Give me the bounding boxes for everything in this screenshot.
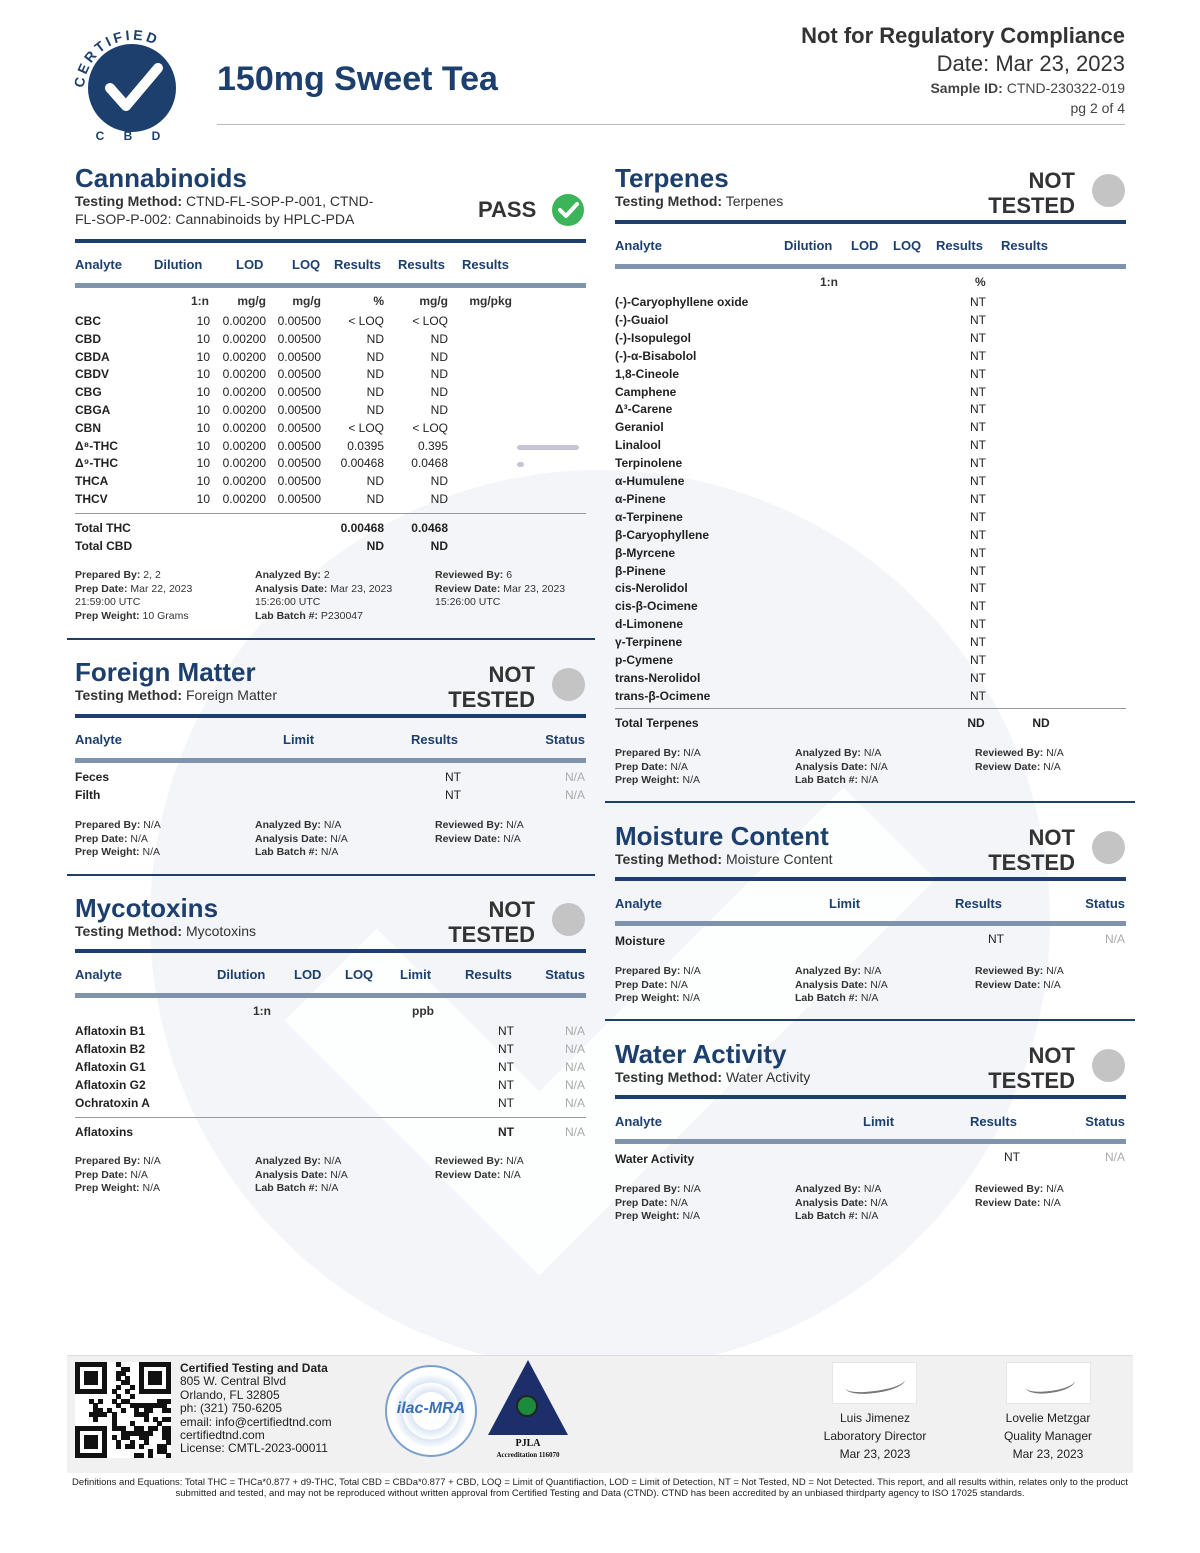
result-pct: NT — [970, 563, 986, 578]
result-mgg: < LOQ — [412, 420, 448, 435]
column-header: Results — [936, 238, 983, 253]
cannabinoids-section — [75, 164, 373, 228]
testing-method: Testing Method: Mycotoxins — [75, 923, 256, 939]
lod: 0.00200 — [222, 492, 266, 506]
result-mgg: ND — [430, 403, 448, 417]
analyte-name: (-)-Guaiol — [615, 312, 669, 327]
column-header: Analyte — [75, 732, 122, 747]
unit-label: mg/g — [292, 294, 321, 308]
loq: 0.00500 — [277, 420, 321, 435]
status: N/A — [564, 788, 585, 802]
analyte-name: cis-β-Ocimene — [615, 599, 698, 614]
result-pct: NT — [970, 438, 986, 453]
total-result: NT — [498, 1125, 514, 1139]
lab-info: Certified Testing and Data 805 W. Central Blvd Orlando, FL 32805 ph: (321) 750-6205 email: info@certifiedtnd.com certifiedtnd.com License: CMTL-2023-00011 — [180, 1361, 332, 1456]
total-name: Aflatoxins — [75, 1125, 134, 1139]
result-pct: NT — [970, 509, 986, 524]
dilution: 10 — [196, 456, 210, 471]
result-bar — [517, 445, 579, 450]
loq: 0.00500 — [277, 331, 321, 346]
analyte-name: Aflatoxin G1 — [75, 1060, 146, 1074]
analyte-name: 1,8-Cineole — [615, 366, 680, 381]
not-tested-status: NOT TESTED — [988, 168, 1075, 218]
qr-code[interactable] — [75, 1362, 171, 1458]
header-bar — [615, 1139, 1126, 1144]
result-pct: ND — [366, 474, 384, 489]
signature-luis-jimenez — [832, 1362, 917, 1404]
meta-block: Reviewed By: N/A Review Date: N/A — [975, 747, 1064, 773]
column-header: Results — [462, 257, 509, 272]
testing-method: Testing Method: Foreign Matter — [75, 687, 277, 703]
status-dot — [1092, 174, 1125, 207]
meta-block: Analyzed By: N/A Analysis Date: N/A Lab Batch #: N/A — [255, 1155, 348, 1194]
dilution: 10 — [196, 385, 210, 400]
analyte-name: α-Pinene — [615, 491, 666, 506]
ilac-mra-text: ilac-MRA — [396, 1400, 466, 1417]
loq: 0.00500 — [277, 474, 321, 489]
dilution: 10 — [196, 420, 210, 435]
status-dot — [552, 668, 585, 701]
totals-rule — [75, 513, 586, 514]
meta-block: Prepared By: N/A Prep Date: N/A Prep Weight: N/A — [75, 1155, 161, 1194]
signature-lovelie-metzgar — [1006, 1362, 1091, 1404]
signer-1: Luis Jimenez Laboratory Director Mar 23, 2023 — [823, 1411, 927, 1461]
testing-method: Testing Method: Terpenes — [615, 193, 784, 209]
header-bar — [615, 921, 1126, 926]
analyte-name: Geraniol — [615, 420, 664, 435]
result-pct: 0.0395 — [347, 438, 384, 453]
loq: 0.00500 — [277, 349, 321, 364]
testing-method: Testing Method: Moisture Content — [615, 851, 833, 867]
analyte-name: CBGA — [75, 403, 111, 417]
dilution: 10 — [196, 403, 210, 417]
column-header: Analyte — [75, 967, 122, 982]
result-pct: NT — [970, 295, 986, 309]
analyte-name: Water Activity — [615, 1152, 695, 1166]
analyte-name: Filth — [75, 788, 101, 802]
section-separator — [605, 801, 1135, 803]
dilution: 10 — [196, 331, 210, 346]
result-pct: NT — [970, 527, 986, 542]
status: N/A — [564, 1042, 585, 1056]
loq: 0.00500 — [277, 403, 321, 417]
lod: 0.00200 — [222, 314, 266, 328]
result-pct: < LOQ — [348, 420, 384, 435]
analyte-name: (-)-Isopulegol — [615, 330, 691, 345]
column-header: Results — [411, 732, 458, 747]
loq: 0.00500 — [277, 438, 321, 453]
dilution: 10 — [196, 474, 210, 489]
water-activity-section — [615, 1040, 810, 1086]
total-pct: ND — [366, 539, 384, 553]
meta-block: Reviewed By: N/A Review Date: N/A — [435, 1155, 524, 1181]
analyte-name: CBDV — [75, 367, 110, 382]
disclaimer: Definitions and Equations: Total THC = THCa*0.877 + d9-THC, Total CBD = CBDa*0.877 + CBD, LOQ = Limit of Quantifiaction, LOD = Limit of Detection, NT = Not Tested, ND = Not Detected. This report, and all results within, relates only to the product submitted and tested, and may not be reproduced without written approval from Certified Testing and Data (CTND). CTND has been accredited by an unbiased thirdparty agency to ISO 17025 standards. — [72, 1477, 1128, 1499]
total-pct: ND — [967, 716, 985, 730]
analyte-name: Δ⁸-THC — [75, 438, 118, 453]
column-header: Analyte — [615, 896, 662, 911]
result: NT — [498, 1024, 514, 1038]
totals-rule — [75, 1117, 586, 1118]
lod: 0.00200 — [222, 331, 266, 346]
section-title: Foreign Matter — [75, 657, 256, 687]
column-header: Analyte — [615, 238, 662, 253]
analyte-name: Camphene — [615, 384, 677, 399]
result-pct: NT — [970, 688, 986, 703]
unit-label: 1:n — [820, 275, 838, 289]
result-pct: NT — [970, 474, 986, 488]
status: N/A — [564, 1096, 585, 1110]
total-mgg: 0.0468 — [411, 521, 448, 535]
result-pct: NT — [970, 617, 986, 632]
section-title: Moisture Content — [615, 821, 829, 851]
svg-text:C B D: C B D — [95, 129, 169, 143]
analyte-name: α-Humulene — [615, 474, 685, 488]
loq: 0.00500 — [277, 456, 321, 471]
result-pct: NT — [970, 312, 986, 327]
column-header: Results — [955, 896, 1002, 911]
analyte-name: cis-Nerolidol — [615, 581, 688, 596]
analyte-name: Aflatoxin B2 — [75, 1042, 146, 1056]
sample-id: Sample ID: CTND-230322-019 — [930, 80, 1125, 96]
analyte-name: CBD — [75, 331, 101, 346]
meta-block: Analyzed By: N/A Analysis Date: N/A Lab Batch #: N/A — [795, 965, 888, 1004]
result-mgg: ND — [430, 385, 448, 400]
result-pct: < LOQ — [348, 314, 384, 328]
lod: 0.00200 — [222, 403, 266, 417]
column-header: Results — [970, 1114, 1017, 1129]
status: N/A — [564, 1078, 585, 1092]
result-pct: NT — [970, 384, 986, 399]
lod: 0.00200 — [222, 438, 266, 453]
analyte-name: p-Cymene — [615, 653, 674, 667]
analyte-name: CBDA — [75, 349, 110, 364]
result-pct: ND — [366, 385, 384, 400]
status-dot — [1092, 1049, 1125, 1082]
section-title: Mycotoxins — [75, 893, 219, 923]
analyte-name: trans-Nerolidol — [615, 670, 701, 685]
unit-label: % — [975, 275, 986, 289]
result-pct: NT — [970, 599, 986, 614]
result-pct: NT — [970, 456, 986, 471]
analyte-name: Ochratoxin A — [75, 1096, 150, 1110]
column-header: LOQ — [345, 967, 374, 982]
column-header: Results — [1001, 238, 1048, 253]
analyte-name: Linalool — [615, 438, 661, 453]
unit-label: 1:n — [191, 294, 209, 308]
meta-block: Prepared By: N/A Prep Date: N/A Prep Weight: N/A — [75, 819, 161, 858]
result: NT — [498, 1042, 514, 1056]
analyte-name: d-Limonene — [615, 617, 683, 632]
analyte-name: Terpinolene — [615, 456, 683, 471]
status: N/A — [564, 1060, 585, 1074]
result-pct: NT — [970, 366, 986, 381]
column-header: Limit — [863, 1114, 895, 1129]
section-bar — [75, 239, 586, 243]
certified-cbd-logo — [70, 18, 195, 143]
section-bar — [615, 220, 1126, 224]
result-mgg: 0.0468 — [411, 456, 448, 471]
analyte-name: β-Caryophyllene — [615, 527, 710, 542]
column-header: Results — [334, 257, 381, 272]
meta-block: Analyzed By: N/A Analysis Date: N/A Lab Batch #: N/A — [255, 819, 348, 858]
unit-label: 1:n — [253, 1004, 271, 1018]
result-pct: ND — [366, 492, 384, 506]
column-header: LOD — [294, 967, 322, 982]
unit-label: ppb — [412, 1004, 434, 1018]
meta-block: Reviewed By: N/A Review Date: N/A — [975, 965, 1064, 991]
result-pct: NT — [970, 330, 986, 345]
total-name: Total CBD — [75, 539, 133, 553]
meta-block: Prepared By: N/A Prep Date: N/A Prep Weight: N/A — [615, 747, 701, 786]
header-info — [801, 22, 1125, 118]
result-mgg: ND — [430, 474, 448, 489]
result-pct: ND — [366, 403, 384, 417]
meta-block: Prepared By: N/A Prep Date: N/A Prep Weight: N/A — [615, 965, 701, 1004]
meta-block: Prepared By: N/A Prep Date: N/A Prep Weight: N/A — [615, 1183, 701, 1222]
analyte-name: Aflatoxin G2 — [75, 1078, 146, 1092]
result: NT — [445, 770, 461, 784]
result-mgg: 0.395 — [417, 438, 448, 453]
header-divider — [217, 124, 1125, 125]
result-pct: NT — [970, 545, 986, 560]
analyte-name: (-)-α-Bisabolol — [615, 348, 697, 363]
unit-label: % — [373, 294, 384, 308]
column-header: Limit — [400, 967, 432, 982]
result: NT — [445, 788, 461, 802]
loq: 0.00500 — [277, 385, 321, 400]
section-title: Cannabinoids — [75, 163, 247, 193]
section-bar — [615, 877, 1126, 881]
meta-block: Analyzed By: N/A Analysis Date: N/A Lab Batch #: N/A — [795, 747, 888, 786]
analyte-name: Δ⁹-THC — [75, 456, 118, 471]
result-pct: NT — [970, 581, 986, 596]
column-header: LOD — [851, 238, 879, 253]
unit-label: mg/g — [419, 294, 448, 308]
section-separator — [605, 1019, 1135, 1021]
total-status: N/A — [564, 1125, 585, 1139]
meta-block: Prepared By: 2, 2 Prep Date: Mar 22, 2023 21:59:00 UTC Prep Weight: 10 Grams — [75, 569, 193, 622]
check-circle-icon — [551, 193, 585, 227]
analyte-name: THCA — [75, 474, 109, 489]
result-pct: ND — [366, 349, 384, 364]
column-header: Analyte — [75, 257, 122, 272]
dilution: 10 — [196, 367, 210, 382]
column-header: Dilution — [217, 967, 266, 982]
total-mgg: ND — [430, 539, 448, 553]
analyte-name: THCV — [75, 492, 108, 506]
meta-block: Reviewed By: N/A Review Date: N/A — [975, 1183, 1064, 1209]
analyte-name: (-)-Caryophyllene oxide — [615, 295, 749, 309]
lod: 0.00200 — [222, 474, 266, 489]
result-mgg: ND — [430, 331, 448, 346]
result-pct: ND — [366, 367, 384, 382]
column-header: LOQ — [292, 257, 321, 272]
lod: 0.00200 — [222, 385, 266, 400]
pjla-logo: PJLA Accreditation 116070 — [478, 1360, 578, 1465]
result-pct: NT — [970, 348, 986, 363]
result-mgg: ND — [430, 367, 448, 382]
result-mgg: < LOQ — [412, 314, 448, 328]
svg-text:CERTIFIED: CERTIFIED — [70, 26, 163, 89]
column-header: Analyte — [615, 1114, 662, 1129]
loq: 0.00500 — [277, 492, 321, 506]
moisture-section — [615, 822, 833, 868]
section-bar — [615, 1095, 1126, 1099]
report-date: Date: Mar 23, 2023 — [936, 51, 1125, 76]
section-title: Water Activity — [615, 1039, 787, 1069]
meta-block: Analyzed By: 2 Analysis Date: Mar 23, 2023 15:26:00 UTC Lab Batch #: P230047 — [255, 569, 393, 622]
column-header: Dilution — [784, 238, 833, 253]
dilution: 10 — [196, 438, 210, 453]
status-dot — [1092, 831, 1125, 864]
column-header: Limit — [283, 732, 315, 747]
testing-method: Testing Method: CTND-FL-SOP-P-001, CTND- FL-SOP-P-002: Cannabinoids by HPLC-PDA — [75, 193, 374, 227]
meta-block: Reviewed By: N/A Review Date: N/A — [435, 819, 524, 845]
page-number: pg 2 of 4 — [1070, 100, 1125, 116]
result: NT — [498, 1060, 514, 1074]
analyte-name: CBN — [75, 420, 101, 435]
result-pct: NT — [970, 670, 986, 685]
analyte-name: γ-Terpinene — [615, 635, 683, 650]
analyte-name: Δ³-Carene — [615, 402, 673, 417]
lod: 0.00200 — [222, 420, 266, 435]
unit-label: mg/pkg — [469, 294, 512, 308]
loq: 0.00500 — [277, 314, 321, 328]
analyte-name: trans-β-Ocimene — [615, 688, 711, 703]
result-pct: NT — [970, 402, 986, 417]
section-title: Terpenes — [615, 163, 729, 193]
dilution: 10 — [196, 349, 210, 364]
status: N/A — [564, 770, 585, 784]
section-bar — [75, 949, 586, 953]
terpenes-section — [615, 164, 783, 210]
result-pct: NT — [970, 491, 986, 506]
column-header: Dilution — [154, 257, 203, 272]
result-pct: ND — [366, 331, 384, 346]
status: N/A — [564, 1024, 585, 1038]
lod: 0.00200 — [222, 456, 266, 471]
analyte-name: Feces — [75, 770, 110, 784]
dilution: 10 — [196, 492, 210, 506]
column-header: Status — [1085, 896, 1125, 911]
analyte-name: CBC — [75, 314, 101, 328]
not-tested-status: NOT TESTED — [448, 662, 535, 712]
not-tested-status: NOT TESTED — [448, 897, 535, 947]
dilution: 10 — [196, 314, 210, 328]
analyte-name: β-Myrcene — [615, 545, 676, 560]
product-title: 150mg Sweet Tea — [217, 60, 498, 98]
status-dot — [552, 903, 585, 936]
status: N/A — [1104, 1150, 1125, 1164]
section-separator — [67, 874, 595, 876]
section-separator — [67, 638, 595, 640]
total-name: Total THC — [75, 521, 131, 535]
result-mgg: ND — [430, 349, 448, 364]
pass-status: PASS — [478, 197, 537, 222]
column-header: Status — [1085, 1114, 1125, 1129]
column-header: LOD — [236, 257, 264, 272]
header-bar — [75, 758, 586, 763]
not-tested-status: NOT TESTED — [988, 825, 1075, 875]
header-bar — [615, 264, 1126, 269]
analyte-name: Moisture — [615, 934, 666, 948]
not-tested-status: NOT TESTED — [988, 1043, 1075, 1093]
result-bar — [517, 462, 524, 467]
lod: 0.00200 — [222, 367, 266, 382]
column-header: Results — [398, 257, 445, 272]
result-mgg: ND — [430, 492, 448, 506]
column-header: LOQ — [893, 238, 922, 253]
lod: 0.00200 — [222, 349, 266, 364]
meta-block: Analyzed By: N/A Analysis Date: N/A Lab Batch #: N/A — [795, 1183, 888, 1222]
analyte-name: Aflatoxin B1 — [75, 1024, 146, 1038]
loq: 0.00500 — [277, 367, 321, 382]
header-bar — [75, 283, 586, 288]
analyte-name: CBG — [75, 385, 102, 400]
result-pct: NT — [970, 635, 986, 650]
header-bar — [75, 993, 586, 998]
compliance-notice: Not for Regulatory Compliance — [801, 23, 1125, 48]
analyte-name: α-Terpinene — [615, 509, 683, 524]
result-pct: 0.00468 — [340, 456, 384, 471]
foreign-matter-section — [75, 658, 277, 704]
column-header: Limit — [829, 896, 861, 911]
column-header: Results — [465, 967, 512, 982]
result-pct: NT — [970, 653, 986, 667]
totals-rule — [615, 708, 1126, 709]
testing-method: Testing Method: Water Activity — [615, 1069, 811, 1085]
total-mgg: ND — [1032, 716, 1050, 730]
column-header: Status — [545, 732, 585, 747]
column-header: Status — [545, 967, 585, 982]
result: NT — [988, 932, 1004, 946]
status: N/A — [1104, 932, 1125, 946]
result: NT — [498, 1096, 514, 1110]
analyte-name: β-Pinene — [615, 563, 666, 578]
mycotoxins-section — [75, 894, 256, 940]
signer-2: Lovelie Metzgar Quality Manager Mar 23, 2023 — [1003, 1411, 1093, 1461]
unit-label: mg/g — [237, 294, 266, 308]
meta-block: Reviewed By: 6 Review Date: Mar 23, 2023 15:26:00 UTC — [435, 569, 566, 608]
total-name: Total Terpenes — [615, 716, 699, 730]
total-pct: 0.00468 — [340, 521, 384, 535]
result: NT — [1004, 1150, 1020, 1164]
section-bar — [75, 714, 586, 718]
result-pct: NT — [970, 420, 986, 435]
result: NT — [498, 1078, 514, 1092]
